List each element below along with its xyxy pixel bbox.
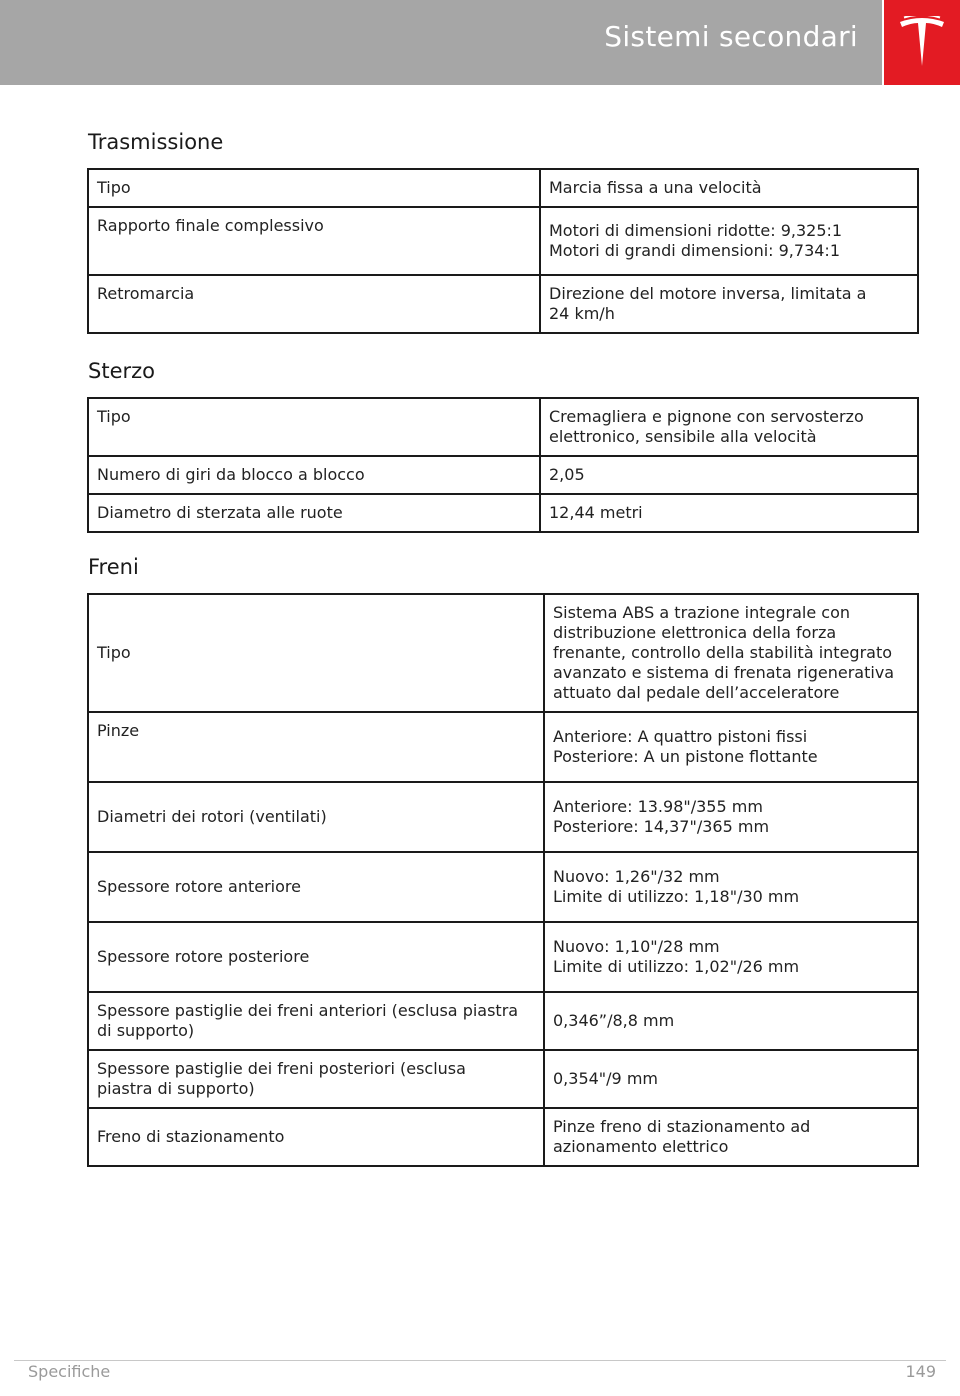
spec-value: Nuovo: 1,26"/32 mm Limite di utilizzo: 1,18"/30 mm bbox=[544, 852, 918, 922]
table-row bbox=[88, 398, 918, 456]
spec-label: Diametri dei rotori (ventilati) bbox=[88, 782, 544, 852]
table-row bbox=[88, 852, 918, 922]
spec-label: Diametro di sterzata alle ruote bbox=[88, 494, 540, 532]
table-row bbox=[88, 594, 918, 712]
spec-label: Spessore pastiglie dei freni posteriori (esclusa piastra di supporto) bbox=[88, 1050, 544, 1108]
spec-label: Tipo bbox=[88, 594, 544, 712]
section-title-trasmissione: Trasmissione bbox=[88, 130, 224, 154]
table-row bbox=[88, 992, 918, 1050]
table-row bbox=[88, 782, 918, 852]
spec-table-freni bbox=[87, 593, 919, 1167]
spec-value: Sistema ABS a trazione integrale con distribuzione elettronica della forza frenante, controllo della stabilità integrato avanzato e sistema di frenata rigenerativa attuato dal pedale dell’acceleratore bbox=[544, 594, 918, 712]
spec-label: Freno di stazionamento bbox=[88, 1108, 544, 1166]
spec-value: 0,354"/9 mm bbox=[544, 1050, 918, 1108]
spec-label: Spessore rotore anteriore bbox=[88, 852, 544, 922]
spec-table-trasmissione bbox=[87, 168, 919, 334]
footer-divider bbox=[14, 1360, 946, 1361]
spec-table-sterzo bbox=[87, 397, 919, 533]
spec-value: Marcia fissa a una velocità bbox=[540, 169, 918, 207]
spec-label: Spessore pastiglie dei freni anteriori (esclusa piastra di supporto) bbox=[88, 992, 544, 1050]
tesla-logo-icon bbox=[898, 16, 946, 68]
spec-value: Cremagliera e pignone con servosterzo elettronico, sensibile alla velocità bbox=[540, 398, 918, 456]
spec-value: Direzione del motore inversa, limitata a 24 km/h bbox=[540, 275, 918, 333]
spec-label: Spessore rotore posteriore bbox=[88, 922, 544, 992]
table-row bbox=[88, 275, 918, 333]
spec-label: Numero di giri da blocco a blocco bbox=[88, 456, 540, 494]
spec-value: Nuovo: 1,10"/28 mm Limite di utilizzo: 1,02"/26 mm bbox=[544, 922, 918, 992]
footer-section-name: Specifiche bbox=[28, 1362, 111, 1381]
logo-badge bbox=[884, 0, 960, 85]
header-bar bbox=[0, 0, 882, 85]
section-title-freni: Freni bbox=[88, 555, 139, 579]
table-row bbox=[88, 169, 918, 207]
page-title: Sistemi secondari bbox=[604, 20, 858, 53]
table-row bbox=[88, 1050, 918, 1108]
spec-value: 2,05 bbox=[540, 456, 918, 494]
section-title-sterzo: Sterzo bbox=[88, 359, 155, 383]
spec-value: Pinze freno di stazionamento ad azionamento elettrico bbox=[544, 1108, 918, 1166]
spec-label: Pinze bbox=[88, 712, 544, 782]
table-row bbox=[88, 1108, 918, 1166]
table-row bbox=[88, 922, 918, 992]
spec-label: Tipo bbox=[88, 169, 540, 207]
spec-value: 0,346”/8,8 mm bbox=[544, 992, 918, 1050]
page-number: 149 bbox=[905, 1362, 936, 1381]
table-row bbox=[88, 712, 918, 782]
spec-label: Tipo bbox=[88, 398, 540, 456]
table-row bbox=[88, 494, 918, 532]
table-row bbox=[88, 456, 918, 494]
spec-value: Anteriore: 13.98"/355 mm Posteriore: 14,37"/365 mm bbox=[544, 782, 918, 852]
spec-label: Rapporto finale complessivo bbox=[88, 207, 540, 275]
spec-value: 12,44 metri bbox=[540, 494, 918, 532]
table-row bbox=[88, 207, 918, 275]
spec-value: Motori di dimensioni ridotte: 9,325:1 Motori di grandi dimensioni: 9,734:1 bbox=[540, 207, 918, 275]
spec-label: Retromarcia bbox=[88, 275, 540, 333]
spec-value: Anteriore: A quattro pistoni fissi Posteriore: A un pistone flottante bbox=[544, 712, 918, 782]
